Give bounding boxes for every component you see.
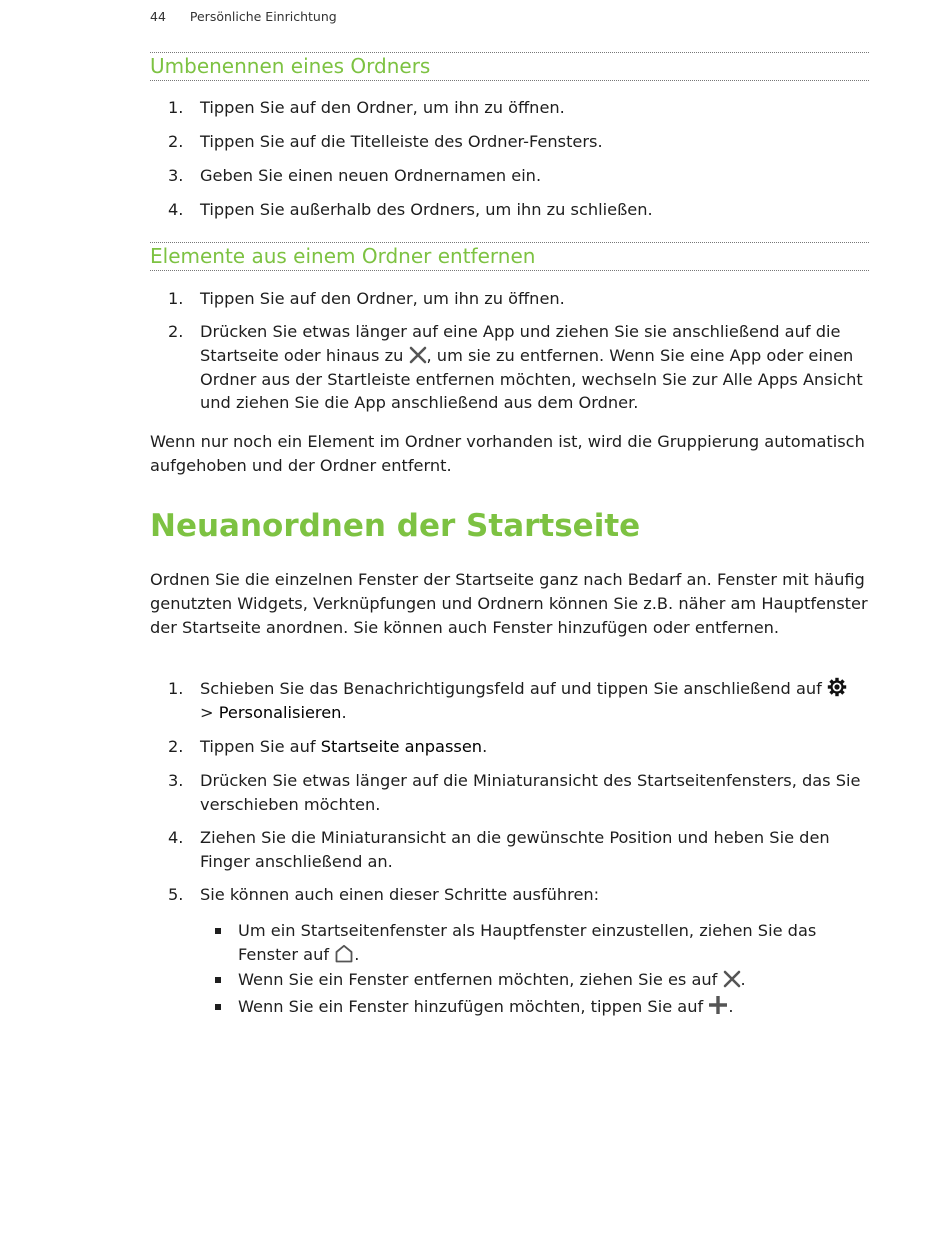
section-heading-remove-items: Elemente aus einem Ordner entfernen xyxy=(150,242,869,271)
list-text: Drücken Sie etwas länger auf die Miniaturansicht des Startseitenfensters, das Sie verschieben möchten. xyxy=(200,771,861,814)
list-number: 1. xyxy=(168,289,184,308)
step-end: . xyxy=(341,702,347,722)
list-item xyxy=(150,735,870,759)
step-text-after-icon: , um sie zu entfernen. Wenn Sie eine App oder einen Ordner aus der Startleiste entfernen möchten, wechseln Sie zur Alle Apps Ansicht und ziehen Sie die App anschließend aus dem Ordner. xyxy=(200,345,863,413)
bullet-item xyxy=(150,919,870,967)
list-number: 4. xyxy=(168,200,184,219)
list-item xyxy=(150,883,870,907)
list-text xyxy=(200,320,870,415)
chapter-title: Neuanordnen der Startseite xyxy=(150,508,641,544)
bullet-end: . xyxy=(728,997,734,1016)
list-text xyxy=(200,735,870,759)
bullet-text xyxy=(238,919,870,967)
bullet-text-part: Wenn Sie ein Fenster entfernen möchten, ziehen Sie es auf xyxy=(238,970,723,989)
list-item xyxy=(150,769,870,817)
bullet-square-icon xyxy=(215,1004,221,1010)
running-header xyxy=(150,9,337,24)
list-number: 2. xyxy=(168,132,184,151)
plus-icon xyxy=(708,995,728,1015)
list-text xyxy=(200,677,870,725)
list-number: 2. xyxy=(168,322,184,341)
bullet-square-icon xyxy=(215,928,221,934)
list-item xyxy=(150,130,870,154)
intro-paragraph: Ordnen Sie die einzelnen Fenster der Startseite ganz nach Bedarf an. Fenster mit häufig genutzten Widgets, Verknüpfungen und Ordnern können Sie z.B. näher am Hauptfenster der Startseite anordnen. Sie können auch Fenster hinzufügen oder entfernen. xyxy=(150,570,868,637)
ui-term-customize-home: Startseite anpassen xyxy=(320,737,483,756)
list-number: 3. xyxy=(168,166,184,185)
list-item xyxy=(150,198,870,222)
list-item xyxy=(150,320,870,415)
close-x-icon xyxy=(723,970,741,988)
bullet-item xyxy=(150,968,870,992)
list-text: Geben Sie einen neuen Ordnernamen ein. xyxy=(200,166,542,185)
step-text-before-icon: Drücken Sie etwas länger auf eine App und ziehen Sie sie anschließend auf die Startseite oder hinaus zu xyxy=(200,322,841,365)
ui-term-personalize: Personalisieren xyxy=(218,702,342,722)
bullet-text-part: Um ein Startseitenfenster als Hauptfenster einzustellen, ziehen Sie das Fenster auf xyxy=(238,921,817,964)
list-item xyxy=(150,287,870,311)
list-number: 2. xyxy=(168,737,184,756)
list-number: 5. xyxy=(168,885,184,904)
list-text: Tippen Sie auf die Titelleiste des Ordner-Fensters. xyxy=(200,132,603,151)
running-title: Persönliche Einrichtung xyxy=(189,9,337,24)
bullet-text xyxy=(238,995,870,1019)
bullet-text xyxy=(238,968,870,992)
list-item xyxy=(150,826,870,874)
settings-gear-icon xyxy=(827,677,847,697)
close-x-icon xyxy=(409,346,427,364)
list-number: 3. xyxy=(168,771,184,790)
list-number: 1. xyxy=(168,98,184,117)
menu-separator: > xyxy=(200,702,219,722)
bullet-item xyxy=(150,995,870,1019)
list-item xyxy=(150,164,870,188)
list-item xyxy=(150,677,870,725)
bullet-end: . xyxy=(740,970,746,989)
list-text: Tippen Sie auf den Ordner, um ihn zu öffnen. xyxy=(200,98,565,117)
list-text: Tippen Sie außerhalb des Ordners, um ihn zu schließen. xyxy=(200,200,653,219)
step-text: Tippen Sie auf xyxy=(200,737,321,756)
list-text: Ziehen Sie die Miniaturansicht an die gewünschte Position und heben Sie den Finger anschließend an. xyxy=(200,828,830,871)
section-heading-rename-folder: Umbenennen eines Ordners xyxy=(150,52,869,81)
step-text: Schieben Sie das Benachrichtigungsfeld auf und tippen Sie anschließend auf xyxy=(200,679,828,698)
home-icon xyxy=(334,944,354,963)
bullet-text-part: Wenn Sie ein Fenster hinzufügen möchten, tippen Sie auf xyxy=(238,997,709,1016)
step-end: . xyxy=(482,737,488,756)
page-number: 44 xyxy=(150,9,166,24)
list-item xyxy=(150,96,870,120)
list-text: Tippen Sie auf den Ordner, um ihn zu öffnen. xyxy=(200,289,565,308)
list-text: Sie können auch einen dieser Schritte ausführen: xyxy=(200,885,600,904)
list-number: 1. xyxy=(168,679,184,698)
note-paragraph: Wenn nur noch ein Element im Ordner vorhanden ist, wird die Gruppierung automatisch aufgehoben und der Ordner entfernt. xyxy=(150,432,865,475)
bullet-square-icon xyxy=(215,977,221,983)
list-number: 4. xyxy=(168,828,184,847)
bullet-end: . xyxy=(354,944,360,964)
